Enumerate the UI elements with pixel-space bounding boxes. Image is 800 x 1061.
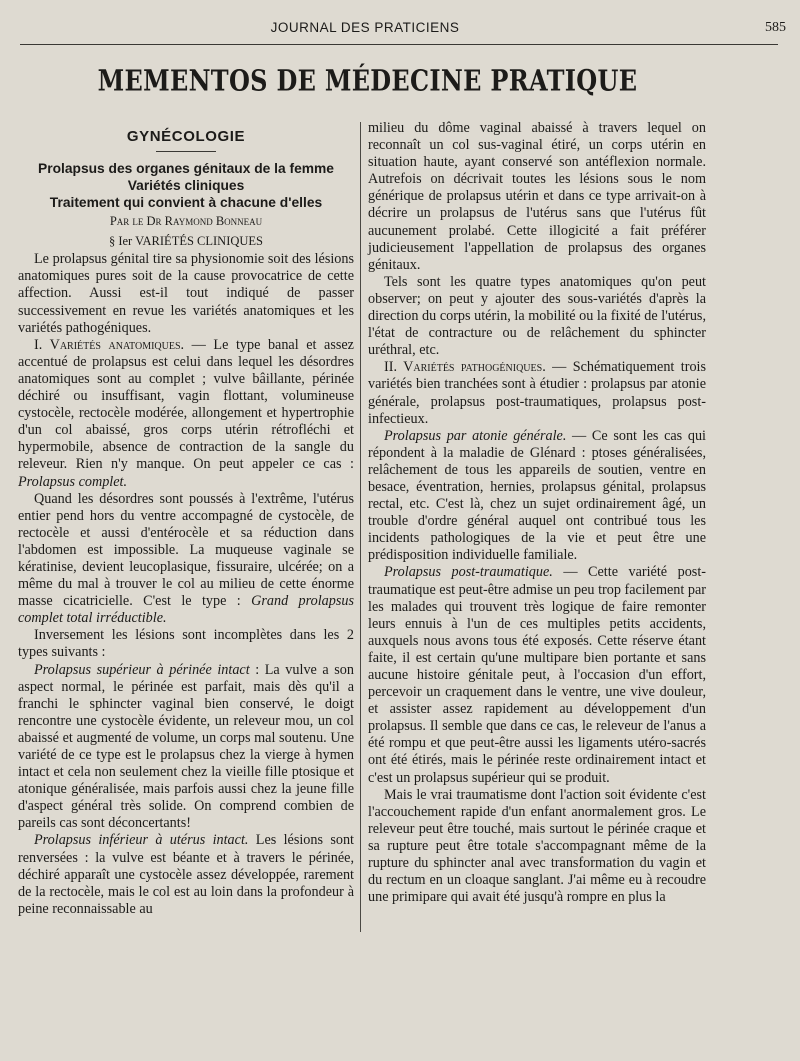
paragraph-text: : La vulve a son aspect normal, le périnée est parfait, mais dès qu'il a franchi le sphincter vaginal bien conservé, le doigt rencontre une cystocèle évidente, un releveur mou, un col abaissé et augmenté de volume, un corps mal soutenu. Une variété de ce type est le prolapsus chez la vierge à hymen intact et cela non seulement chez la vieille fille ptosique et atonique généralisée, mais parfois aussi chez la jeune fille d'aspect général très solide. On comprend combien de pareils cas sont déconcertants! <box>18 661 354 832</box>
running-head <box>0 20 800 42</box>
right-column <box>368 120 706 906</box>
journal-title: JOURNAL DES PRATICIENS <box>270 20 460 35</box>
paragraph <box>18 337 354 491</box>
paragraph-text: Quand les désordres sont poussés à l'extrême, l'utérus entier pend hors du ventre accompagné de cystocèle, de rectocèle et aussi d'entérocèle et sa réduction dans l'abdomen est impossible. La muqueuse vaginale se kératinise, devient leucoplasique, fissuraire, ulcérée; on a même du mal à trouver le col au milieu de cette énorme masse cicatricielle. C'est le type : <box>18 490 354 610</box>
subsection-heading: § Ier VARIÉTÉS CLINIQUES <box>108 234 264 249</box>
left-column <box>18 126 354 918</box>
paragraph <box>18 662 354 833</box>
section-heading: GYNÉCOLOGIE <box>126 128 246 145</box>
paragraph <box>18 832 354 917</box>
paragraph <box>368 564 706 786</box>
paragraph: milieu du dôme vaginal abaissé à travers lequel on reconnaît un col sus-vaginal étiré, un corps utérin en situation haute, ayant conservé son antéflexion normale. Autrefois on décrivait toutes les lésions sous le nom générique de prolapsus utérin et dans ce type arrivait-on à décrire un prolapsus de l'utérus sans que l'utérus fût aucunement prolabé. Cette illogicité a fait préférer judicieusement l'appellation de prolapsus des organes génitaux. <box>368 120 706 273</box>
header-rule <box>20 44 778 45</box>
paragraph-text: — Schématiquement trois variétés bien tranchées sont à étudier : prolapsus par atonie générale, prolapsus post-traumatiques, prolapsus post-infectieux. <box>368 359 706 427</box>
article-title-line-1: Prolapsus des organes génitaux de la femme <box>38 161 334 177</box>
paragraph: Tels sont les quatre types anatomiques qu'on peut observer; on peut y ajouter des sous-variétés d'après la direction du corps utérin, la mobilité ou la fixité de l'utérus, l'état de contracture ou de relâchement du sphincter uréthral, etc. <box>368 273 706 359</box>
column-divider <box>360 122 361 932</box>
paragraph-emphasis: Prolapsus supérieur à périnée intact <box>34 661 250 678</box>
paragraph-text: Les lésions sont renversées : la vulve est béante et à travers le périnée, déchiré apparaît une cystocèle assez développée, rarement de la rectocèle, mais le col est au loin dans la profondeur à peine reconnaissable au <box>18 832 354 917</box>
paragraph: Le prolapsus génital tire sa physionomie soit des lésions anatomiques pures soit de la cause provocatrice de cette affection. Aussi est-il tout indiqué de passer successivement en revue les variétés anatomiques et les variétés pathogéniques. <box>18 251 354 336</box>
section-rule <box>156 151 216 152</box>
article-title-line-3: Traitement qui convient à chacune d'elles <box>49 195 323 211</box>
paragraph-text: — Ce sont les cas qui répondent à la maladie de Glénard : ptoses généralisées, relâchement de tous les appareils de soutien, ventre en besace, éventration, hernies, prolapsus génital, prolapsus rectal, etc. C'est là, chez un sujet ordinairement âgé, un trouble d'ordre général auquel ont contribué tous les incidents pathologiques de la vie et peut être une prédisposition individuelle familiale. <box>368 427 707 564</box>
page-number: 585 <box>765 20 786 35</box>
paragraph-text: — Cette variété post-traumatique est peut-être admise un peu trop facilement par les malades qui trouvent très logique de faire remonter leurs ennuis à l'un de ces multiples petits accidents, auxquels nous avons tous été exposés. Cette réserve étant faite, il est certain qu'une multipare bien portante et sans aucune histoire génitale peut, à l'occasion d'un effort, percevoir un craquement dans le ventre, une vive douleur, et assister assez rapidement au développement d'un prolapsus. Il semble que dans ce cas, le releveur de l'anus a été rompu et que peut-être aussi les ligaments utéro-sacrés ont été étirés, mais le périnée reste ordinairement intact et c'est un prolapsus supérieur qui se produit. <box>368 564 706 786</box>
paragraph-emphasis: Prolapsus complet. <box>18 473 128 490</box>
main-title: MEMENTOS DE MÉDECINE PRATIQUE <box>97 63 638 98</box>
paragraph: Inversement les lésions sont incomplètes dans les 2 types suivants : <box>18 627 354 661</box>
paragraph <box>368 359 706 427</box>
paragraph-emphasis: Grand prolapsus complet total irréductible. <box>18 593 354 627</box>
paragraph-lead: II. Variétés pathogéniques. <box>384 359 546 376</box>
paragraph-emphasis: Prolapsus post-traumatique. <box>384 564 553 581</box>
byline: Par le Dr Raymond Bonneau <box>109 214 263 229</box>
paragraph: Mais le vrai traumatisme dont l'action soit évidente c'est l'accouchement rapide d'un enfant anormalement gros. Le releveur peut être touché, mais surtout le périnée craque et sa rupture peut être totale s'accompagnant même de la rupture du sphincter anal avec transformation du vagin et du rectum en un cloaque sanglant. J'ai même eu à recoudre une primipare qui avait été jusqu'à rompre en plus la <box>368 786 706 906</box>
paragraph <box>18 491 354 628</box>
paragraph-emphasis: Prolapsus inférieur à utérus intact. <box>34 832 249 849</box>
paragraph-text: — Le type banal et assez accentué de prolapsus est celui dans lequel les désordres anatomiques sont au complet ; vulve bâillante, périnée déchiré ou insuffisant, vagin flottant, volumineuse cystocèle, rectocèle modérée, allongement et hypertrophie d'un col abaissé, gros corps utérin rétrofléchi et hypermobile, absence de contraction de la sangle du releveur. Rien n'y manque. On peut appeler ce cas : <box>18 336 354 473</box>
paragraph-emphasis: Prolapsus par atonie générale. <box>384 427 567 444</box>
article-title-line-2: Variétés cliniques <box>127 178 245 194</box>
paragraph-lead: I. Variétés anatomiques. <box>34 336 185 353</box>
paragraph <box>368 428 706 565</box>
